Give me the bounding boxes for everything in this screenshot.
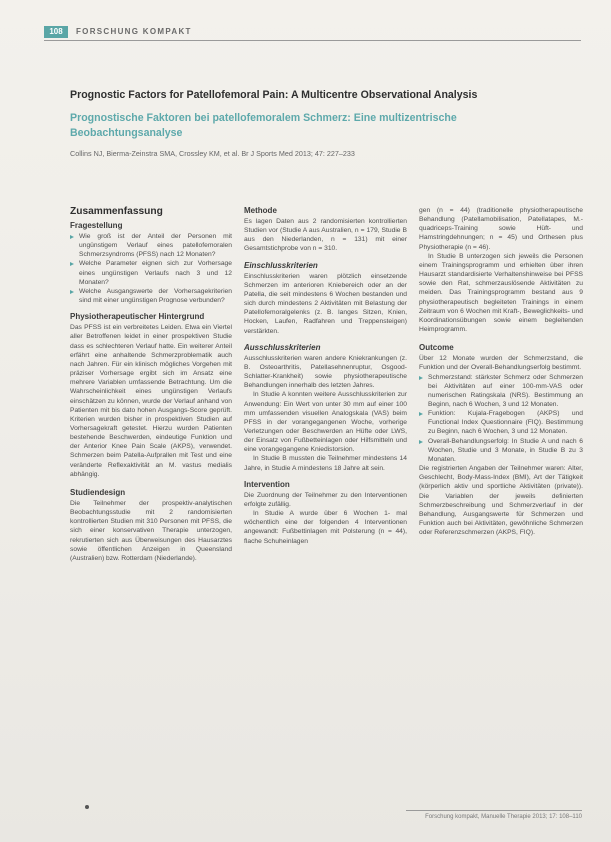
column-middle (244, 206, 407, 546)
exclusion-text-age: In Studie B mussten die Teilnehmer mindestens 14 Jahre, in Studie A mindestens 18 Jahre alt sein. (244, 455, 407, 472)
section-label: FORSCHUNG KOMPAKT (76, 27, 192, 36)
inclusion-heading: Einschlusskriterien (244, 260, 318, 270)
header-divider (44, 40, 581, 41)
list-item: Welche Parameter eignen sich zur Vorhersage eines ungünstigen Verlaufs nach 3 und 12 Monaten? (70, 259, 232, 286)
outcome-list (419, 373, 583, 465)
method-heading: Methode (244, 206, 277, 215)
list-item: Schmerzstand: stärkster Schmerz oder Schmerzen bei Aktivitäten auf einer 100-mm-VAS oder numerischen Ratingskala (NRS). Bestimmung an Beginn, nach 6 Wochen, 3 und 12 Monaten. (419, 373, 583, 410)
summary-heading: Zusammenfassung (70, 206, 163, 217)
intervention-study-b-text: In Studie B unterzogen sich jeweils die Personen einem Trainingsprogramm und erhielten über ihren Hausarzt standardisierte Verhaltenshinweise bei PFSS sowie den Rat, schmerzauslösende Aktivitäten zu meiden. Das Trainingsprogramm bestand aus 9 physiotherapeutisch begleiteten Trainings in einem Zeitraum von 6 Wochen mit Kraft-, Beweglichkeits- und Koordinationsübungen sowie einem begleitenden Heimprogramm. (419, 252, 583, 334)
article-title-english: Prognostic Factors for Patellofemoral Pain: A Multicentre Observational Analysis (70, 89, 478, 101)
inclusion-text: Einschlusskriterien waren plötzlich einsetzende Schmerzen im anterioren Kniebereich oder an der Patella, die seit mindestens 6 Wochen bestanden und sich durch mindestens 2 Aktivitäten mit Belastung der Patellofemoralgelenks (z. B. langes Sitzen, Knien, Hocken, Laufen, Radfahren und Treppensteigen) verstärkten. (244, 272, 407, 335)
exclusion-heading: Ausschlusskriterien (244, 342, 321, 352)
intervention-continued-text: gen (n = 44) (traditionelle physiotherapeutische Behandlung (Patellamobilisation, Patellatapes, M.-quadriceps-Training sowie Hüft- und Hamstringdehnungen; n = 45) und Orthesen plus Physiotherapie (n = 46). (419, 207, 583, 251)
method-text: Es lagen Daten aus 2 randomisierten kontrollierten Studien vor (Studie A aus Australien, n = 179, Studie B aus den Niederlanden, n = 131) mit einer Gesamtstichprobe von n = 310. (244, 218, 407, 253)
article-title-german: Prognostische Faktoren bei patellofemoralem Schmerz: Eine multizentrische Beobachtungsanalyse (70, 112, 457, 139)
intervention-heading: Intervention (244, 479, 290, 489)
list-item: Funktion: Kujala-Fragebogen (AKPS) und Functional Index Questionnaire (FIQ). Bestimmung zu Beginn, nach 6 Wochen, 3 und 12 Monaten. (419, 409, 583, 436)
question-heading: Fragestellung (70, 221, 123, 230)
question-list (70, 232, 232, 305)
list-item: Wie groß ist der Anteil der Personen mit ungünstigem Verlauf eines patellofemoralen Schmerzsyndroms (PFSS) nach 12 Monaten? (70, 232, 232, 259)
column-left (70, 206, 232, 563)
article-citation: Collins NJ, Bierma-Zeinstra SMA, Crossley KM, et al. Br J Sports Med 2013; 47: 227–233 (70, 149, 355, 158)
outcome-heading: Outcome (419, 343, 454, 353)
list-item: Overall-Behandlungserfolg: In Studie A und nach 6 Wochen, Studie und 3 Monate, in Studie B zu 3 Monaten. (419, 437, 583, 464)
list-item: Welche Ausgangswerte der Vorhersagekriterien sind mit einer ungünstigen Prognose verbunden? (70, 287, 232, 305)
page-footer: Forschung kompakt, Manuelle Therapie 2013; 17: 108–110 (425, 814, 582, 820)
column-right (419, 206, 583, 537)
exclusion-text-study-a: In Studie A konnten weitere Ausschlusskriterien zur Anwendung: Ein Wert von unter 30 mm auf einer 100 mm umfassenden visuellen Analogskala (VAS) beim PFSS in der vorangegangenen Woche, vorherige Verletzungen oder Beschwerden an Hüfte oder LWS, der Einsatz von Fußbetteinlagen oder Hilfsmitteln und eine vorangegangene Kniedistorsion. (244, 391, 407, 454)
background-text: Das PFSS ist ein verbreitetes Leiden. Etwa ein Viertel aller Betroffenen leidet in einer prospektiven Studie dass es schlechteren Verlauf hatte. Ein weiterer Anteil erfährt eine anhaltende Schmerzproblematik auch nach Jahren. Für ein klinisch mögliches Vorgehen mit präziser Vorhersage ergibt sich im Ansatz eine mehrere Variablen umfassende Betrachtung. Um die Wahrscheinlichkeit eines ungünstigen Verlaufs einschätzen zu können, wurde der Verlauf anhand von Patienten mit bis dato hohen Ausgangs-Score geprüft. Kriterien wurden bisher in prospektiven Studien auf Vorhersagekraft getestet. Hierzu wurden Patienten bestehende Beschwerden, eindeutige Funktion und der Anterior Knee Pain Scale (AKPS), verwendet. Schmerzen beim Patella-Aufprallen mit Test und eine veränderte Reflexaktivität an M. vastus medialis abhängig. (70, 324, 232, 478)
outcome-text: Über 12 Monate wurden der Schmerzstand, die Funktion und der Overall-Behandlungserfolg bestimmt. (419, 355, 583, 372)
exclusion-text: Ausschlusskriterien waren andere Kniekrankungen (z. B. Osteoarthritis, Patellasehnenruptur, Osgood-Schlatter-Krankheit) sowie physiotherapeutische Behandlungen innerhalb des letzten Jahres. (244, 354, 407, 390)
study-design-text: Die Teilnehmer der prospektiv-analytischen Beobachtungsstudie mit 2 randomisierten kontrollierten Studien mit 310 Personen mit PFSS, die sich einer konservativen Therapie unterzogen, rekrutierten sich aus Überweisungen des Hausarztes sowie öffentlichen Anzeigen in Queensland (Australien) bzw. Rotterdam (Niederlande). (70, 499, 232, 562)
intervention-text-study-a: In Studie A wurde über 6 Wochen 1- mal wöchentlich eine der folgenden 4 Interventionen angewandt: Fußbettinlagen mit Polsterung (n = 44), flache Schuheinlagen (244, 510, 407, 545)
study-design-heading: Studiendesign (70, 487, 126, 497)
footer-divider (406, 810, 582, 811)
ink-mark (85, 805, 89, 809)
page-number: 108 (44, 26, 68, 38)
background-heading: Physiotherapeutischer Hintergrund (70, 312, 205, 322)
outcome-variables-text: Die registrierten Angaben der Teilnehmer waren: Alter, Geschlecht, Body-Mass-Index (BMI), Art der Tätigkeit (körperlich aktiv und sportliche Aktivitäten (private)). Die Variablen der jeweils definierten Schmerzbeschreibung und Schmerzverlauf in der Behandlung, Ausgangswerte für Schmerzen und Funktion auch bei Aktivitäten, gewöhnliche Schmerzen oder Referenzschmerzen (AKPS, FIQ). (419, 465, 583, 537)
intervention-text: Die Zuordnung der Teilnehmer zu den Interventionen erfolgte zufällig. (244, 491, 407, 508)
